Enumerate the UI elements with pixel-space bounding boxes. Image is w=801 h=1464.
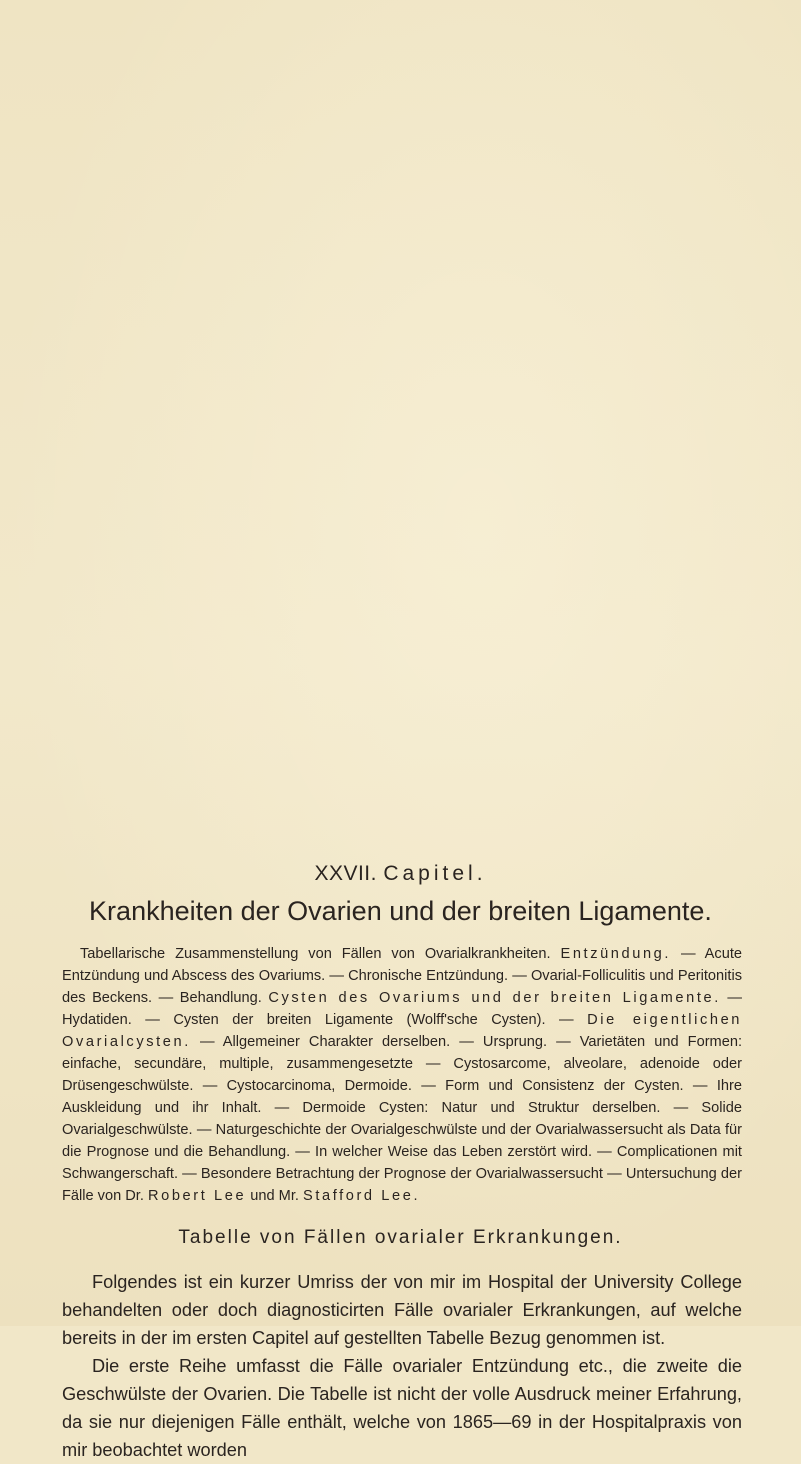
chapter-summary — [62, 943, 742, 1207]
summary-term-entzuendung: Entzündung. — [560, 946, 672, 962]
body-paragraph-2: Die erste Reihe umfasst die Fälle ovarialer Entzündung etc., die zweite die Geschwülste der Ovarien. Die Tabelle ist nicht der volle Ausdruck meiner Erfahrung, da sie nur diejenigen Fälle enthält, welche von 1865—69 in der Hospitalpraxis von mir beobachtet worden — [62, 1356, 742, 1460]
table-heading: Tabelle von Fällen ovarialer Erkrankungen. — [178, 1227, 623, 1248]
chapter-title: Krankheiten der Ovarien und der breiten Ligamente. — [89, 896, 712, 926]
summary-term-stafford-lee: Stafford Lee. — [303, 1188, 421, 1204]
summary-part-3: — Allgemeiner Charakter derselben. — Ursprung. — Varietäten und Formen: einfache, secundäre, multiple, zusammengesetzte — Cystosarcome, alveolare, adenoide oder Drüsengeschwülste. — Cystocarcinoma, Dermoide. — Form und Consistenz der Cysten. — Ihre Auskleidung und ihr Inhalt. — Dermoide Cysten: Natur und Struktur derselben. — Solide Ovarialgeschwülste. — Naturgeschichte der Ovarialgeschwülste und der Ovarialwassersucht als Data für die Prognose und die Behandlung. — In welcher Weise das Leben zerstört wird. — Complicationen mit Schwangerschaft. — Besondere Betrachtung der Prognose der Ovarialwassersucht — Untersuchung der Fälle von Dr. — [62, 1034, 742, 1204]
summary-term-cysten: Cysten des Ovariums und der breiten Ligamente. — [268, 990, 721, 1006]
chapter-label: Capitel. — [383, 862, 487, 885]
summary-part-4: und Mr. — [250, 1188, 299, 1204]
summary-part-2: — Hydatiden. — Cysten der breiten Ligamente (Wolff'sche Cysten). — — [62, 990, 742, 1028]
body-text — [62, 1268, 742, 1464]
chapter-roman-numeral: XXVII. — [314, 862, 377, 885]
chapter-number — [0, 862, 801, 886]
summary-term-eigentlich: Die eigentlichen Ovarialcysten. — [62, 1012, 742, 1050]
body-paragraph-1: Folgendes ist ein kurzer Umriss der von mir im Hospital der University College behandelten oder doch diagnosticirten Fälle ovarialer Erkrankungen, auf welche bereits in der im ersten Capitel auf gestellten Tabelle Bezug genommen ist. — [62, 1272, 742, 1348]
summary-intro: Tabellarische Zusammenstellung von Fällen von Ovarialkrankheiten. — [80, 946, 551, 962]
summary-term-robert-lee: Robert Lee — [147, 1188, 247, 1204]
summary-part-1: — Acute Entzündung und Abscess des Ovariums. — Chronische Entzündung. — Ovarial-Folliculitis und Peritonitis des Beckens. — Behandlung. — [62, 946, 742, 1006]
